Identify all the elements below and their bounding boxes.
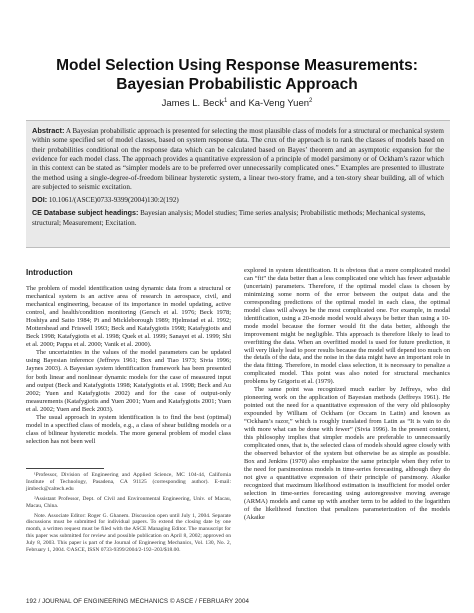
author-1: James L. Beck (161, 98, 224, 110)
footnotes (26, 472, 231, 557)
paper-title (20, 56, 454, 94)
subject-headings-text: Bayesian analysis; Model studies; Time series analysis; Probabilistic methods; Mechanical systems, structural; Measurement; Excitation. (32, 209, 426, 227)
body-paragraph: The same point was recognized much earlier by Jeffreys, who did pioneering work on the application of Bayesian methods (Jeffreys 1961). He pointed out the need for a quantitative expression of the very old philosophy expounded by William of Ockham (or Occam in Latin) and known as “Ockham’s razor,” which is roughly translated from Latin as “It is vain to do with more what can be done with fewer” (Sivia 1996). In the present context, this philosophy implies that simpler models are preferable to unnecessarily complicated ones, that is, the selected class of models should agree closely with the observed behavior of the system but otherwise be as simple as possible. Box and Jenkins (1970) also emphasize the same principle when they refer to the need for parsimonious models in time-series forecasting, although they do not give a quantitative expression of their principle of parsimony. Akaike recognized that maximum likelihood estimation is insufficient for model order selection in time-series forecasting using autoregressive moving average (ARMA) models and came up with another term to be added to the logarithm of the likelihood function that penalizes parameterization of the models (Akaike (244, 386, 450, 521)
author-2: Ka-Veng Yuen (248, 98, 310, 110)
footnote-divider (26, 468, 104, 469)
body-paragraph: explored in system identification. It is obvious that a more complicated model can “fit” the data better than a less complicated one which has fewer adjustable (uncertain) parameters. Therefore, if the optimal model class is chosen by minimizing some norm of the error between the output data and the corresponding predictions of the optimal model in each class, the optimal model class will always be the most complicated one. For example, in modal identification, using a 20-mode model would always be better than using a 10-mode model because the former would fit the data better, although the improvement might be negligible. This approach is therefore likely to lead to overfitting the data. When an overfitted model is used for future prediction, it will very likely lead to poor results because the model will depend too much on the details of the data, and the noise in the data might have an important role in the data fitting. Therefore, in model class selection, it is necessary to penalize a complicated model. This point was also noted for structural mechanics problems by Grigoriu et al. (1979). (244, 267, 450, 386)
author-separator: and (227, 98, 249, 110)
subject-headings (32, 209, 444, 228)
left-column (26, 268, 231, 446)
abstract-text: A Bayesian probabilistic approach is presented for selecting the most plausible class of models for a structural or mechanical system within some specified set of model classes, based on system response data. The crux of the approach is to rank the classes of models based on their probabilities conditional on the response data which can be calculated based on Bayes’ theorem and an asymptotic expansion for the evidence for each model class. The approach provides a quantitative expression of a principle of model parsimony or of Ockham’s razor which in this context can be stated as “simpler models are to be preferred over unnecessarily complicated ones.” Examples are presented to illustrate the method using a single-degree-of-freedom bilinear hysteretic system, a linear two-story frame, and a ten-story shear building, all of which are subjected to seismic excitation. (32, 127, 444, 192)
doi-line (32, 196, 444, 205)
footnote-author-2: ²Assistant Professor, Dept. of Civil and Environmental Engineering, Univ. of Macau, Macau, China. (26, 495, 231, 509)
right-column (244, 267, 450, 522)
section-heading-introduction: Introduction (26, 268, 73, 277)
author-2-affiliation-mark: 2 (309, 98, 313, 104)
doi-label: DOI: (32, 196, 48, 205)
title-line-2: Bayesian Probabilistic Approach (116, 76, 358, 93)
abstract-box (26, 120, 450, 248)
subject-headings-label: CE Database subject headings: (32, 209, 139, 218)
page-footer: 192 / JOURNAL OF ENGINEERING MECHANICS © ASCE / FEBRUARY 2004 (26, 598, 250, 605)
doi-value: 10.1061/(ASCE)0733-9399(2004)130:2(192) (47, 196, 179, 205)
footnote-editorial-note: Note. Associate Editor: Roger G. Ghanem. Discussion open until July 1, 2004. Separate discussions must be submitted for individual papers. To extend the closing date by one month, a written request must be filed with the ASCE Managing Editor. The manuscript for this paper was submitted for review and possible publication on April 8, 2002; approved on July 8, 2003. This paper is part of the Journal of Engineering Mechanics, Vol. 130, No. 2, February 1, 2004. ©ASCE, ISSN 0733-9399/2004/2-192–203/$18.00. (26, 512, 231, 554)
title-line-1: Model Selection Using Response Measurements: (56, 57, 418, 74)
author-1-affiliation-mark: 1 (223, 98, 228, 104)
abstract (32, 126, 444, 192)
footnote-author-1: ¹Professor, Division of Engineering and Applied Science, MC 104-44, California Institute of Technology, Pasadena, CA 91125 (corresponding author). E-mail: jimbeck@caltech.edu (26, 472, 231, 492)
abstract-label: Abstract: (32, 126, 65, 135)
author-line (20, 98, 454, 109)
body-paragraph: The usual approach in system identification is to find the best (optimal) model in a specified class of models, e.g., a class of shear building models or a class of bilinear hysteretic models. The more general problem of model class selection has not been well (26, 413, 231, 445)
body-paragraph: The problem of model identification using dynamic data from a structural or mechanical system is an active area of research in aerospace, civil, and mechanical engineering, because of its importance in model updating, active control, and health/condition monitoring (Gersch et al. 1976; Beck 1978; Hoshiya and Saito 1984; Pi and Mickleborough 1989; Hjelmstad et al. 1992; Mottershead and Friswell 1993; Beck and Katafygiotis 1998; Katafygiotis and Beck 1998; Katafygiotis et al. 1998; Quek et al. 1999; Sanayei et al. 1999; Shi et al. 2000; Pappa et al. 2000; Vanik et al. 2000). (26, 285, 231, 349)
body-paragraph: The uncertainties in the values of the model parameters can be updated using Bayesian inference (Jeffreys 1961; Box and Tiao 1973; Sivia 1996; Jaynes 2003). A Bayesian system identification framework has been presented for both linear and nonlinear dynamic models for the case of measured input and output (Beck and Katafygiotis 1998; Katafygiotis et al. 1998; Beck and Au 2002; Yuen and Katafygiotis 2002) and for the case of output-only measurements (Katafygiotis and Yuen 2001; Yuen and Katafygiotis 2001; Yuen et al. 2002; Yuen and Beck 2003). (26, 349, 231, 413)
